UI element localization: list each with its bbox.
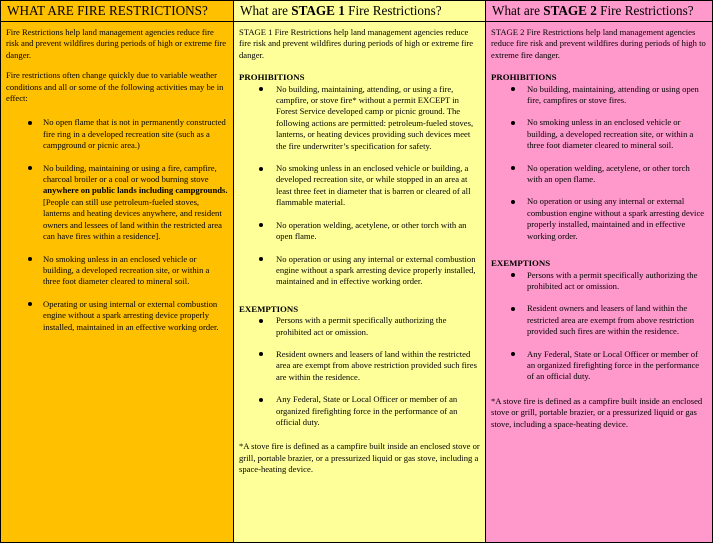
restrictions-list (6, 117, 228, 333)
column-header-general: WHAT ARE FIRE RESTRICTIONS? (1, 1, 233, 22)
list-item: Operating or using internal or external combustion engine without a spark arresting device properly installed, maintained in an effective working order. (6, 299, 228, 333)
list-item: Persons with a permit specifically authorizing the prohibited act or omission. (239, 315, 480, 338)
intro-text: STAGE 1 Fire Restrictions help land management agencies reduce fire risk and prevent wildfires during periods of high or extreme fire danger. (239, 27, 474, 60)
bullet-icon (259, 167, 263, 171)
bullet-icon (28, 121, 32, 125)
prohibitions-list (491, 84, 707, 242)
bullet-icon (511, 307, 515, 311)
column-fire-restrictions (1, 1, 234, 542)
stove-fire-note: *A stove fire is defined as a campfire built inside an enclosed stove or grill, portable brazier, or a pressurized liquid or gas stove, including a space-heating device. (239, 441, 480, 475)
prohibitions-list (239, 84, 480, 288)
list-item: Any Federal, State or Local Officer or member of an organized firefighting force in the performance of an official duty. (491, 349, 707, 383)
bullet-icon (511, 121, 515, 125)
list-item: No building, maintaining, attending or using open fire, campfires or stove fires. (491, 84, 707, 107)
list-item: No building, maintaining or using a fire, campfire, charcoal broiler or a coal or wood burning stove anywhere on public lands including campgrounds. [People can still use petroleum-fueled stoves, lanterns and heating devices anywhere, and resident owners and lessees of land within the restricted area can have fires within a residence]. (6, 163, 228, 243)
exemptions-heading: EXEMPTIONS (239, 303, 299, 314)
list-item: No operation welding, acetylene, or other torch with an open flame. (239, 220, 480, 243)
list-item: No building, maintaining, attending, or using a fire, campfire, or stove fire* without a permit EXCEPT in Forest Service developed camp or picnic ground. The following actions are permitted: petroleum-fueled stoves, lanterns, or heating devices providing such devices meet the fire underwriter’s specification for safety. (239, 84, 480, 152)
exemptions-list (491, 270, 707, 383)
bullet-icon (259, 352, 263, 356)
column-stage-1 (234, 1, 486, 542)
list-item: No smoking unless in an enclosed vehicle or building, a developed recreation site, or within a three foot diameter cleared to mineral soil. (6, 254, 228, 288)
list-item: Resident owners and leasers of land within the restricted area are exempt from above restriction provided such fires are within the residence. (491, 303, 707, 337)
column-stage-2 (486, 1, 712, 542)
list-item: Persons with a permit specifically authorizing the prohibited act or omission. (491, 270, 707, 293)
bullet-icon (511, 352, 515, 356)
column-header-stage-2: What are STAGE 2 Fire Restrictions? (486, 1, 712, 22)
bullet-icon (511, 273, 515, 277)
list-item: No open flame that is not in permanently constructed fire ring in a developed recreation site (such as a campground or picnic area.) (6, 117, 228, 151)
list-item: No operation or using any internal or external combustion engine without a spark arresting device properly installed, maintained and in effective working order. (491, 196, 707, 242)
bullet-icon (511, 166, 515, 170)
intro-text-2: Fire restrictions often change quickly due to variable weather conditions and all or some of the following activities may be in effect: (6, 70, 224, 104)
bullet-icon (259, 257, 263, 261)
list-item: Resident owners and leasers of land within the restricted area are exempt from above restriction provided such fires are within the residence. (239, 349, 480, 383)
stove-fire-note: *A stove fire is defined as a campfire built inside an enclosed stove or grill, portable brazier, or a pressurized liquid or gas stove, including a space-heating device. (491, 395, 703, 429)
column-header-stage-1: What are STAGE 1 Fire Restrictions? (234, 1, 485, 22)
bullet-icon (259, 223, 263, 227)
exemptions-list (239, 315, 480, 428)
list-item: No operation welding, acetylene, or other torch with an open flame. (491, 163, 707, 186)
intro-text: STAGE 2 Fire Restrictions help land management agencies reduce fire risk and prevent wildfires during periods of high to extreme fire danger. (491, 27, 706, 60)
bullet-icon (28, 302, 32, 306)
bullet-icon (259, 398, 263, 402)
bullet-icon (28, 166, 32, 170)
bullet-icon (259, 319, 263, 323)
list-item: No smoking unless in an enclosed vehicle or building, a developed recreation site, or while stopped in an area at least three feet in diameter that is barren or cleared of all flammable material. (239, 163, 480, 209)
prohibitions-heading: PROHIBITIONS (491, 72, 557, 83)
bullet-icon (259, 87, 263, 91)
bullet-icon (511, 200, 515, 204)
intro-text: Fire Restrictions help land management agencies reduce fire risk and prevent wildfires during periods of high or extreme fire danger. (6, 27, 227, 60)
list-item: Any Federal, State or Local Officer or member of an organized firefighting force in the performance of an official duty. (239, 394, 480, 428)
exemptions-heading: EXEMPTIONS (491, 258, 551, 269)
prohibitions-heading: PROHIBITIONS (239, 72, 305, 83)
bullet-icon (28, 257, 32, 261)
list-item: No operation or using any internal or external combustion engine without a spark arresting device properly installed, maintained and in effective working order. (239, 254, 480, 288)
list-item: No smoking unless in an enclosed vehicle or building, a developed recreation site, or within a three foot diameter cleared to mineral soil. (491, 117, 707, 151)
bullet-icon (511, 87, 515, 91)
